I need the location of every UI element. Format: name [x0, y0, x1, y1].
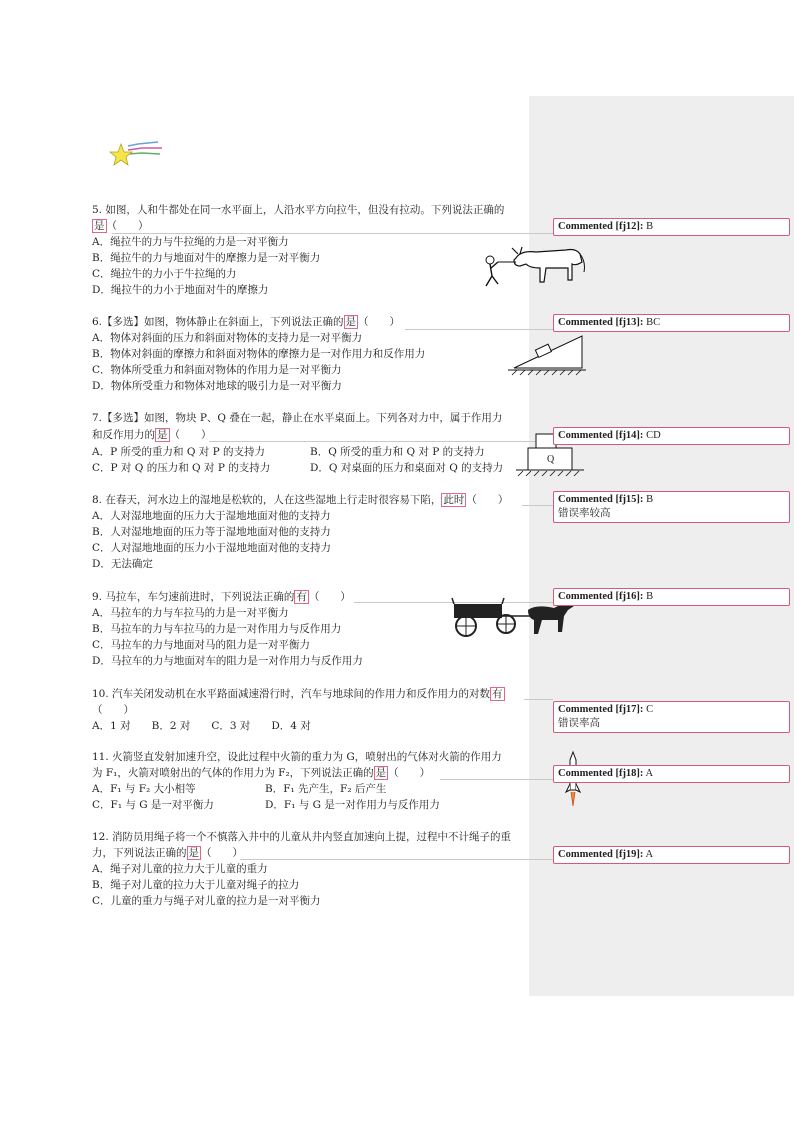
question-stem: 11. 火箭竖直发射加速升空，设此过程中火箭的重力为 G，喷射出的气体对火箭的作用力 — [92, 751, 502, 763]
question-stem-cont: 力，下列说法正确的 — [92, 847, 187, 859]
option-b: B．物体对斜面的摩擦力和斜面对物体的摩擦力是一对作用力和反作用力 — [92, 348, 426, 360]
question-stem: 8. 在春天，河水边上的湿地是松软的，人在这些湿地上行走时很容易下陷， — [92, 494, 442, 506]
comment-anchor[interactable]: 有 — [296, 591, 307, 603]
comment-text: A — [645, 849, 654, 860]
question-stem-cont: 为 F₁，火箭对喷射出的气体的作用力为 F₂，下列说法正确的 — [92, 767, 374, 779]
option-c: C．人对湿地地面的压力小于湿地地面对他的支持力 — [92, 542, 332, 554]
question-stem: 5. 如图，人和牛都处在同一水平面上，人沿水平方向拉牛，但没有拉动。下列说法正确的 — [92, 204, 505, 216]
comment-text: CD — [646, 430, 661, 441]
comment-anchor[interactable]: 是 — [94, 220, 105, 232]
option-d: D．F₁ 与 G 是一对作用力与反作用力 — [265, 799, 440, 811]
option-b: B．F₁ 先产生，F₂ 后产生 — [265, 783, 387, 795]
question-stem: 9. 马拉车，车匀速前进时，下列说法正确的 — [92, 591, 295, 603]
comment-label: Commented [fj14]: — [558, 430, 644, 441]
shooting-star-icon — [108, 140, 166, 172]
question-stem: 6.【多选】如图，物体静止在斜面上，下列说法正确的 — [92, 316, 344, 328]
option-a: A．F₁ 与 F₂ 大小相等 — [92, 783, 196, 795]
comment-anchor[interactable]: 是 — [157, 429, 168, 441]
comment-balloon[interactable] — [553, 846, 790, 864]
block-q-label: Q — [547, 454, 555, 465]
option-c: C．物体所受重力和斜面对物体的作用力是一对平衡力 — [92, 364, 342, 376]
answer-blank: （ ） — [358, 316, 401, 328]
comment-connector — [405, 329, 553, 330]
option-b: B．Q 所受的重力和 Q 对 P 的支持力 — [310, 446, 485, 458]
answer-blank: （ ） — [92, 704, 134, 716]
option-a: A．P 所受的重力和 Q 对 P 的支持力 — [92, 446, 266, 458]
question-stem-cont: 和反作用力的 — [92, 429, 155, 441]
comment-anchor[interactable]: 是 — [188, 847, 199, 859]
comment-note: 错误率高 — [558, 718, 600, 729]
comment-anchor[interactable]: 此时 — [443, 494, 465, 506]
option-c: C．绳拉牛的力小于牛拉绳的力 — [92, 268, 237, 280]
comment-balloon[interactable] — [553, 491, 790, 523]
comment-balloon[interactable] — [553, 427, 790, 445]
option-c: C．F₁ 与 G 是一对平衡力 — [92, 799, 214, 811]
comment-label: Commented [fj18]: — [558, 768, 644, 779]
option-b: B．绳拉牛的力与地面对牛的摩擦力是一对平衡力 — [92, 252, 321, 264]
option-a: A．绳拉牛的力与牛拉绳的力是一对平衡力 — [92, 236, 289, 248]
answer-blank: （ ） — [106, 220, 149, 232]
option-c: C．儿童的重力与绳子对儿童的拉力是一对平衡力 — [92, 895, 321, 907]
question-stem: 7.【多选】如图，物块 P、Q 叠在一起，静止在水平桌面上。下列各对力中，属于作用力 — [92, 412, 503, 424]
option-a: A．人对湿地地面的压力大于湿地地面对他的支持力 — [92, 510, 331, 522]
comment-connector — [522, 505, 553, 506]
comment-text: A — [645, 768, 654, 779]
options-row: A．1 对 B．2 对 C．3 对 D．4 对 — [92, 720, 311, 732]
option-a: A．物体对斜面的压力和斜面对物体的支持力是一对平衡力 — [92, 332, 363, 344]
comment-label: Commented [fj19]: — [558, 849, 644, 860]
comment-anchor[interactable]: 是 — [345, 316, 357, 328]
comment-anchor[interactable]: 是 — [375, 767, 387, 779]
comment-balloon[interactable] — [553, 588, 790, 606]
comment-balloon[interactable] — [553, 314, 790, 332]
comment-label: Commented [fj16]: — [558, 591, 644, 602]
comment-text: B — [646, 494, 654, 505]
comment-connector — [209, 441, 553, 442]
comment-text: B — [646, 221, 654, 232]
option-d: D．绳拉牛的力小于地面对牛的摩擦力 — [92, 284, 269, 296]
comment-label: Commented [fj17]: — [558, 704, 644, 715]
option-c: C．P 对 Q 的压力和 Q 对 P 的支持力 — [92, 462, 271, 474]
comment-label: Commented [fj12]: — [558, 221, 644, 232]
comment-label: Commented [fj15]: — [558, 494, 644, 505]
comment-connector — [112, 233, 553, 234]
comment-text: BC — [646, 317, 661, 328]
option-b: B．马拉车的力与车拉马的力是一对作用力与反作用力 — [92, 623, 342, 635]
option-b: B．人对湿地地面的压力等于湿地地面对他的支持力 — [92, 526, 331, 538]
option-d: D．马拉车的力与地面对车的阻力是一对作用力与反作用力 — [92, 655, 363, 667]
comment-note: 错误率较高 — [558, 508, 611, 519]
comment-balloon[interactable] — [553, 218, 790, 236]
answer-blank: （ ） — [201, 847, 243, 859]
comment-text: B — [646, 591, 654, 602]
man-pulling-cow-figure — [476, 238, 590, 294]
question-stem: 10. 汽车关闭发动机在水平路面减速滑行时，汽车与地球间的作用力和反作用力的对数 — [92, 688, 491, 700]
comment-label: Commented [fj13]: — [558, 317, 644, 328]
option-a: A．马拉车的力与车拉马的力是一对平衡力 — [92, 607, 289, 619]
comment-connector — [440, 779, 553, 780]
answer-blank: （ ） — [388, 767, 431, 779]
answer-blank: （ ） — [466, 494, 509, 506]
answer-blank: （ ） — [169, 429, 212, 441]
comment-anchor[interactable]: 有 — [492, 688, 503, 700]
option-d: D．无法确定 — [92, 558, 153, 570]
comment-balloon[interactable] — [553, 765, 790, 783]
comment-text: C — [646, 704, 654, 715]
comment-connector — [524, 699, 553, 700]
option-a: A．绳子对儿童的拉力大于儿童的重力 — [92, 863, 268, 875]
option-d: D．Q 对桌面的压力和桌面对 Q 的支持力 — [310, 462, 504, 474]
option-d: D．物体所受重力和物体对地球的吸引力是一对平衡力 — [92, 380, 342, 392]
block-on-incline-figure — [508, 334, 586, 376]
option-c: C．马拉车的力与地面对马的阻力是一对平衡力 — [92, 639, 311, 651]
comment-balloon[interactable] — [553, 701, 790, 733]
option-b: B．绳子对儿童的拉力大于儿童对绳子的拉力 — [92, 879, 300, 891]
answer-blank: （ ） — [308, 591, 351, 603]
comment-connector — [240, 859, 553, 860]
question-stem: 12. 消防员用绳子将一个不慎落入井中的儿童从井内竖直加速向上提，过程中不计绳子的重 — [92, 831, 512, 843]
